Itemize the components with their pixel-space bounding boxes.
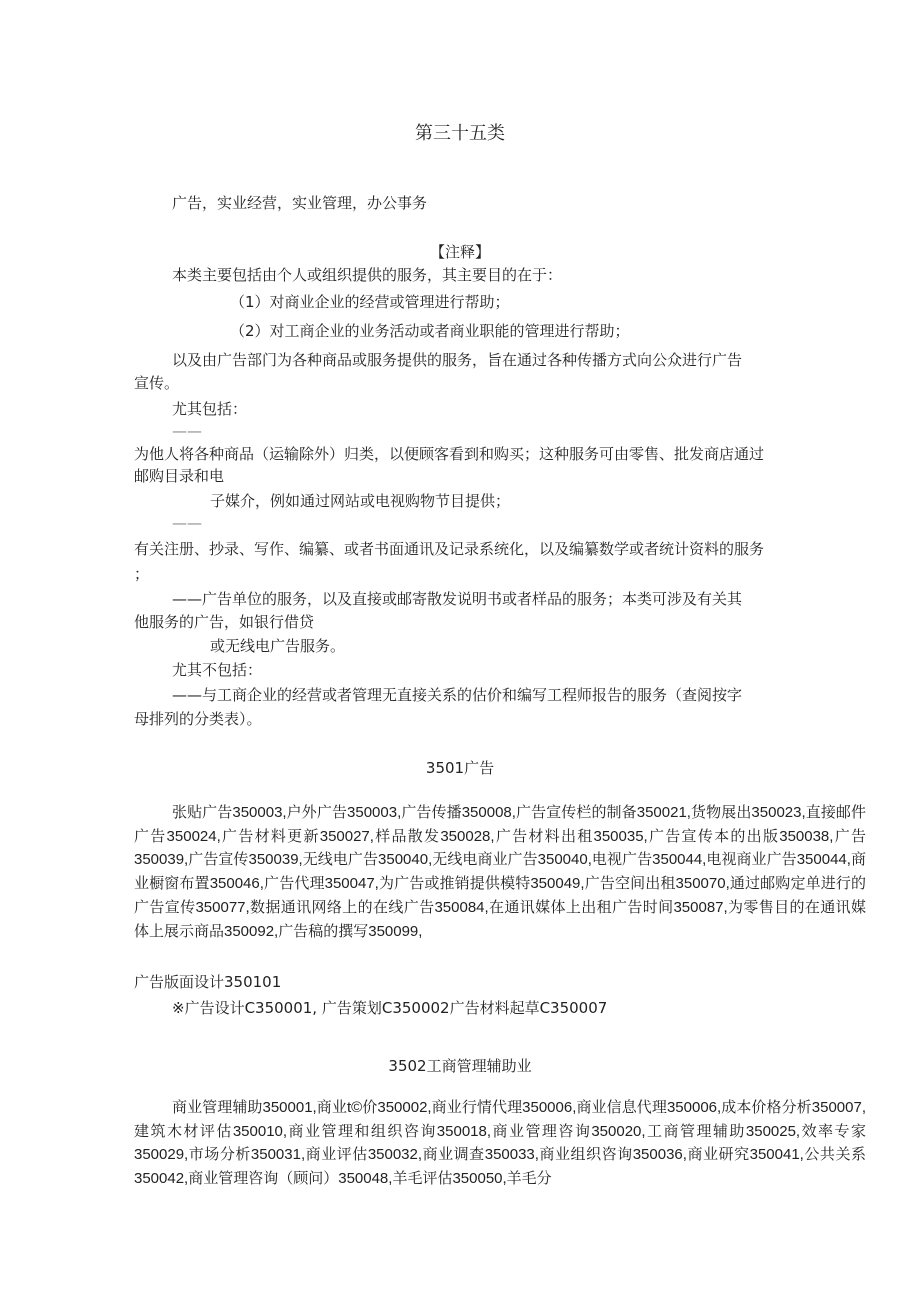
paragraph-line: 他服务的广告，如银行借贷: [134, 613, 315, 631]
section-3501-tail: 广告版面设计350101: [134, 973, 282, 991]
list-item-2: （2）对工商企业的业务活动或者商业职能的管理进行帮助；: [230, 322, 630, 340]
dash-marker: ——: [172, 514, 202, 532]
excludes-heading: 尤其不包括：: [172, 661, 263, 679]
paragraph-line: ——与工商企业的经营或者管理无直接关系的估价和编写工程师报告的服务（查阅按字: [172, 686, 743, 704]
paragraph-line: ；: [134, 565, 150, 583]
class-subtitle: 广告，实业经营，实业管理，办公事务: [172, 194, 428, 212]
section-3501-body: 张贴广告350003,户外广告350003,广告传播350008,广告宣传栏的制备350021,货物展出350023,直接邮件广告350024,广告材料更新350027,样品散发350028,广告材料出租350035,广告宣传本的出版350038,广告350039,广告宣传350039,无线电广告350040,无线电商业广告350040,电视广告350044,电视商业广告350044,商业橱窗布置350046,广告代理350047,为广告或推销提供模特350049,广告空间出租350070,通过邮购定单进行的广告宣传350077,数据通讯网络上的在线广告350084,在通讯媒体上出租广告时间350087,为零售目的在通讯媒体上展示商品350092,广告稿的撰写350099,: [134, 804, 866, 940]
page-title: 第三十五类: [415, 123, 505, 144]
paragraph-line: 邮购目录和电: [134, 467, 225, 485]
list-item-1: （1）对商业企业的经营或管理进行帮助；: [230, 293, 510, 311]
intro-line: 本类主要包括由个人或组织提供的服务，其主要目的在于：: [172, 266, 563, 284]
note-heading: 【注释】: [429, 243, 490, 261]
section-3501-extra: ※广告设计C350001, 广告策划C350002广告材料起草C350007: [172, 999, 608, 1017]
includes-heading: 尤其包括：: [172, 400, 248, 418]
paragraph-line: 子媒介，例如通过网站或电视购物节目提供；: [210, 492, 511, 510]
section-heading-3501: 3501广告: [425, 759, 495, 777]
paragraph-line: 宣传。: [134, 374, 180, 392]
paragraph-line: 为他人将各种商品（运输除外）归类，以便顾客看到和购买；这种服务可由零售、批发商店通过: [134, 445, 765, 463]
section-heading-3502: 3502工商管理辅助业: [388, 1057, 532, 1075]
paragraph-line: 母排列的分类表）。: [134, 710, 262, 728]
paragraph-line: ——广告单位的服务，以及直接或邮寄散发说明书或者样品的服务；本类可涉及有关其: [172, 590, 743, 608]
dash-marker: ——: [172, 422, 202, 440]
paragraph-line: 有关注册、抄录、写作、编纂、或者书面通讯及记录系统化，以及编纂数学或者统计资料的服务: [134, 540, 765, 558]
paragraph-line: 以及由广告部门为各种商品或服务提供的服务，旨在通过各种传播方式向公众进行广告: [172, 351, 743, 369]
section-3502-body: 商业管理辅助350001,商业t©价350002,商业行情代理350006,商业信息代理350006,成本价格分析350007,建筑木材评估350010,商业管理和组织咨询350018,商业管理咨询350020,工商管理辅助350025,效率专家350029,市场分析350031,商业评估350032,商业调查350033,商业组织咨询350036,商业研究350041,公共关系350042,商业管理咨询（顾问）350048,羊毛评估350050,羊毛分: [134, 1099, 866, 1188]
paragraph-line: 或无线电广告服务。: [210, 637, 346, 655]
